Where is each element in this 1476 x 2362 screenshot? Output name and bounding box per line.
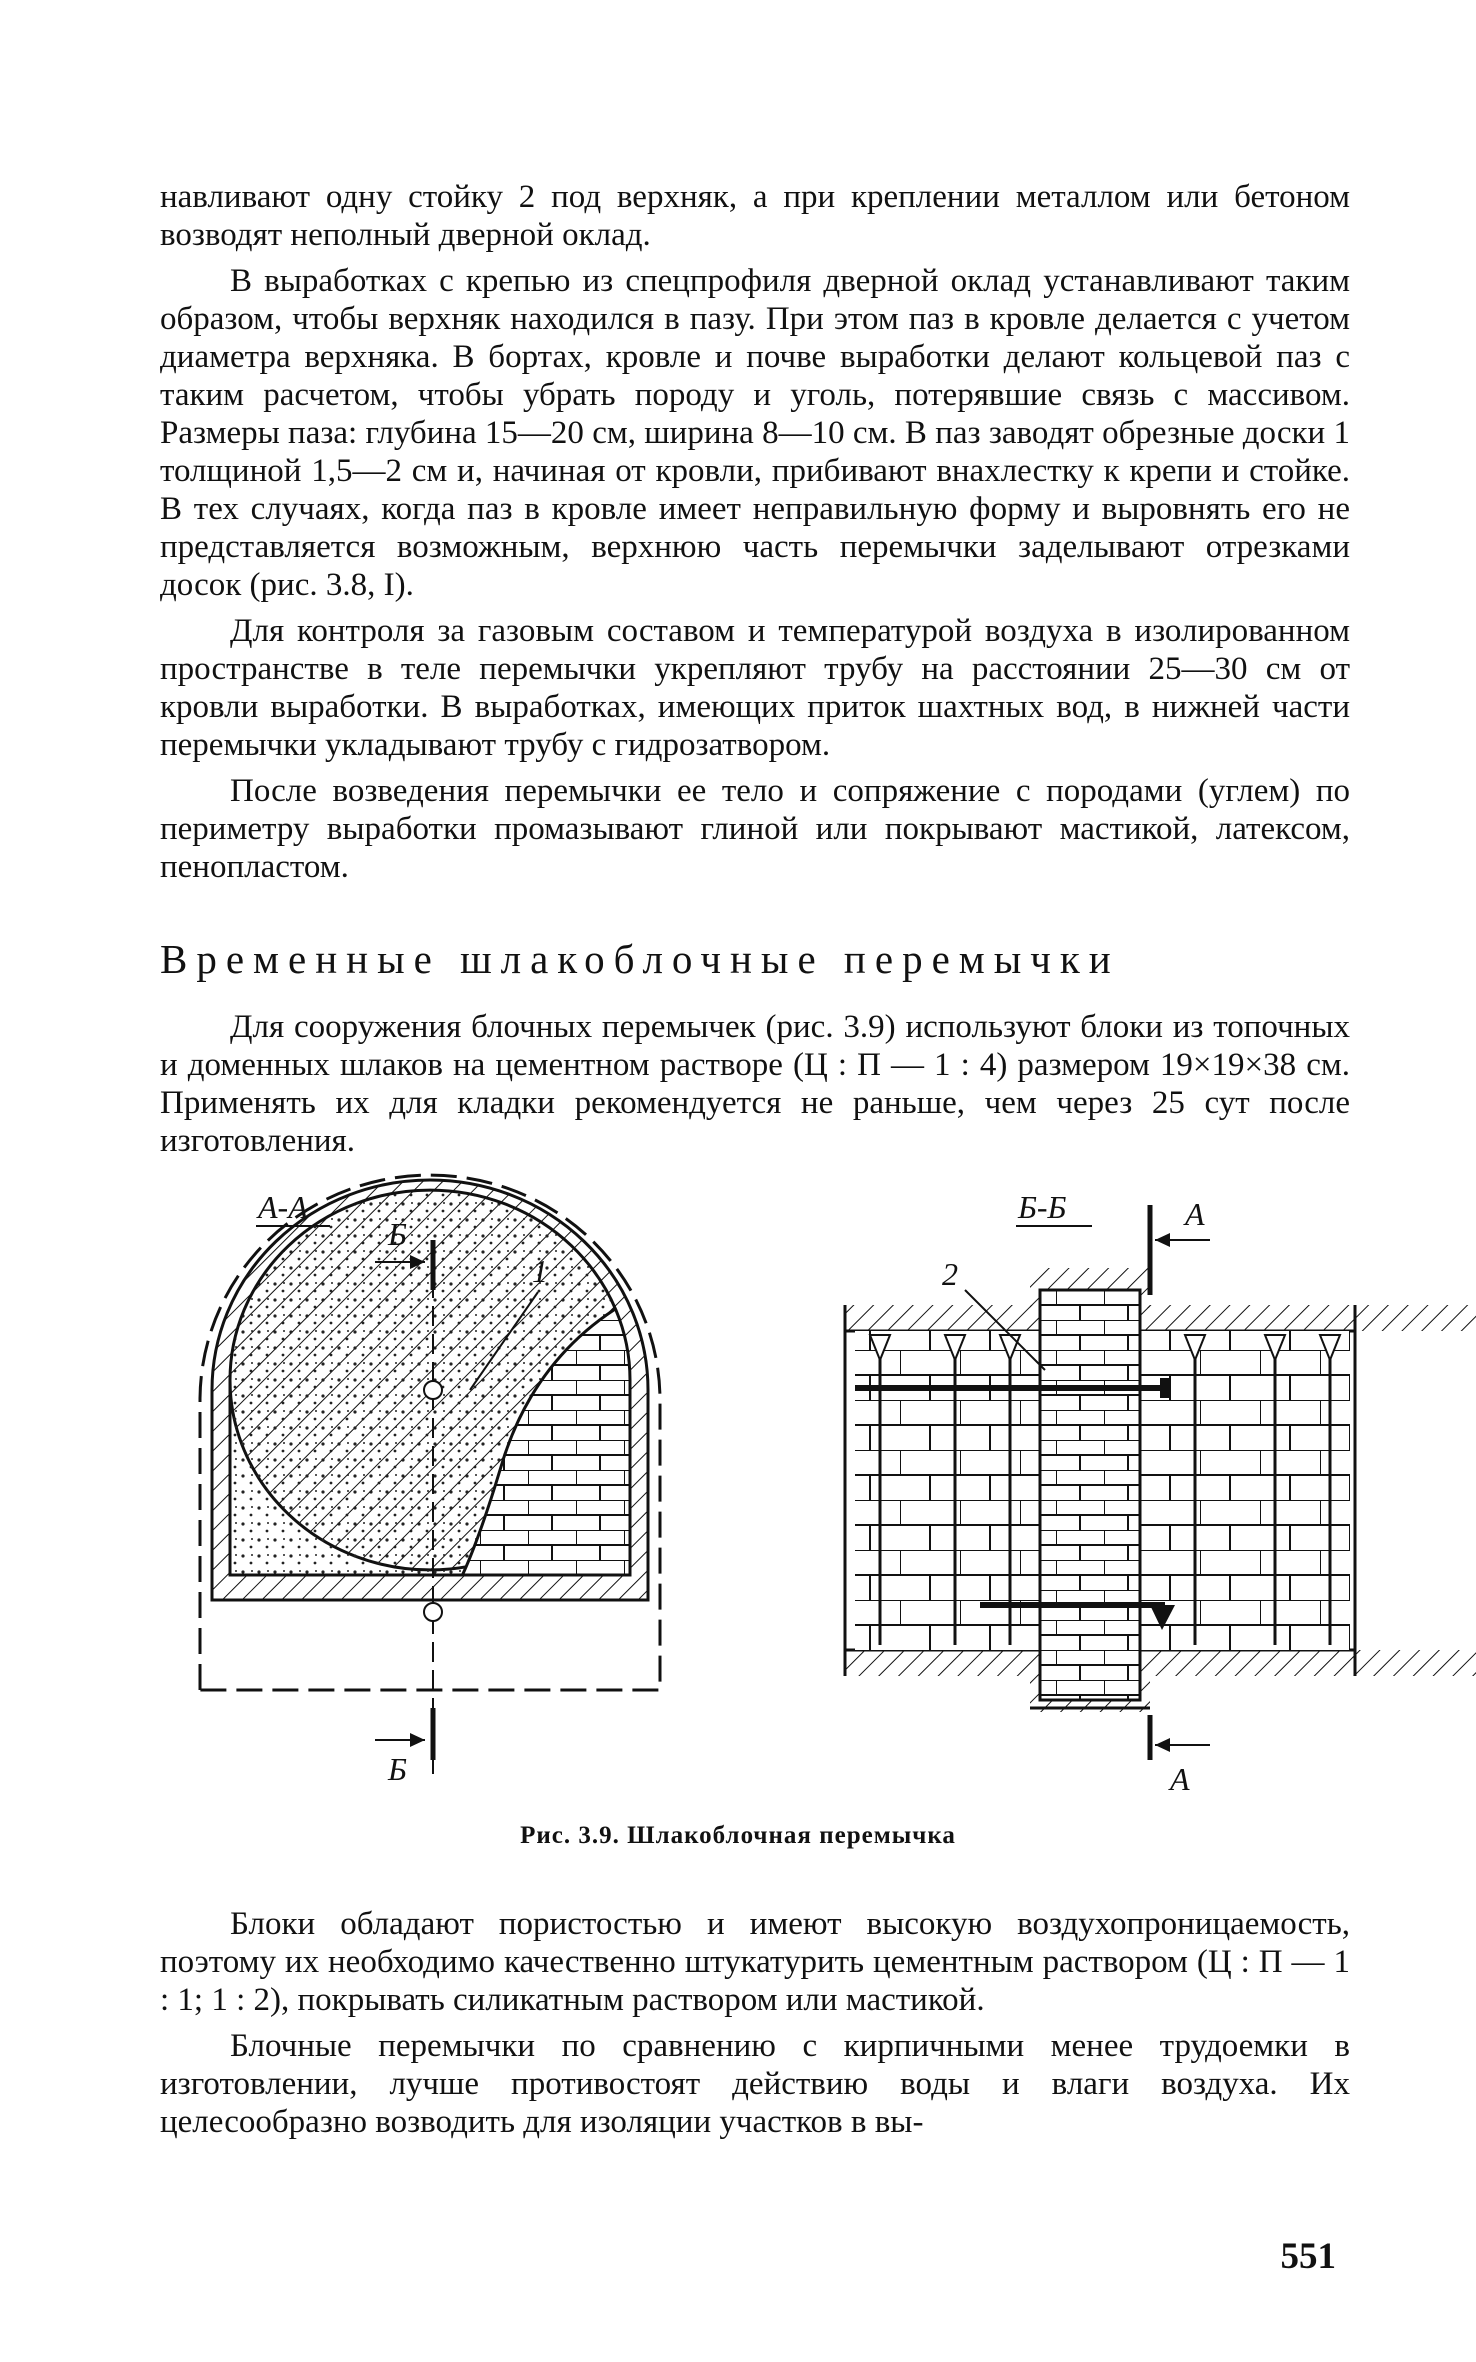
callout-1: 1 [532, 1253, 548, 1289]
paragraph: навливают одну стойку 2 под верхняк, а при креплении металлом или бетоном возводят неполный дверной оклад. [160, 179, 1350, 253]
paragraph: После возведения перемычки ее тело и сопряжение с породами (углем) по периметру выработки промазывают глиной или покрывают мастикой, латексом, пенопластом. [160, 773, 1350, 885]
paragraph: Блочные перемычки по сравнению с кирпичными менее трудоемки в изготовлении, лучше противостоят действию воды и влаги воздуха. Их целесообразно возводить для изоляции участков в вы- [160, 2028, 1350, 2140]
section-heading: Временные шлакоблочные перемычки [160, 936, 1120, 982]
section-b-b-drawing [845, 1189, 1476, 1797]
callout-2: 2 [942, 1256, 958, 1292]
paragraph: В выработках с крепью из спецпрофиля дверной оклад устанавливают таким образом, чтобы верхняк находился в пазу. При этом паз в кровле делается с учетом диаметра верхняка. В бортах, кровле и почве выработки делают кольцевой паз с таким расчетом, чтобы убрать породу и уголь, потерявшие связь с массивом. Размеры паза: глубина 15—20 см, ширина 8—10 см. В паз заводят обрезные доски 1 толщиной 1,5—2 см и, начиная от кровли, прибивают внахлестку к крепи и стойке. В тех случаях, когда паз в кровле имеет неправильную форму и выровнять его не представляется возможным, верхнюю часть перемычки заделывают отрезками досок (рис. 3.8, I). [160, 263, 1350, 603]
paragraph: Блоки обладают пористостью и имеют высокую воздухопроницаемость, поэтому их необходимо качественно штукатурить цементным раствором (Ц : П — 1 : 1; 1 : 2), покрывать силикатным раствором или мастикой. [160, 1906, 1350, 2018]
cut-mark-label: Б [388, 1751, 407, 1787]
figure-caption: Рис. 3.9. Шлакоблочная перемычка [520, 1822, 956, 1849]
block-wall [1040, 1290, 1140, 1700]
intro-paragraph: Для сооружения блочных перемычек (рис. 3.9) используют блоки из топочных и доменных шлаков на цементном растворе (Ц : П — 1 : 4) размером 19×19×38 см. Применять их для кладки рекомендуется не раньше, чем через 25 сут после изготовления. [160, 1009, 1350, 1159]
section-a-a-drawing [200, 1175, 660, 1787]
cut-mark-label: Б [388, 1216, 407, 1252]
section-a-a-label: А-А [258, 1189, 308, 1225]
section-b-b-label: Б-Б [1018, 1189, 1067, 1225]
page-number: 551 [1280, 2236, 1336, 2277]
cut-mark-label: А [1170, 1761, 1190, 1797]
paragraph: Для контроля за газовым составом и температурой воздуха в изолированном пространстве в теле перемычки укрепляют трубу на расстоянии 25—30 см от кровли выработки. В выработках, имеющих приток шахтных вод, в нижней части перемычки укладывают трубу с гидрозатвором. [160, 613, 1350, 763]
bottom-text-block [160, 1905, 1350, 2141]
cut-mark-label: А [1185, 1196, 1205, 1232]
